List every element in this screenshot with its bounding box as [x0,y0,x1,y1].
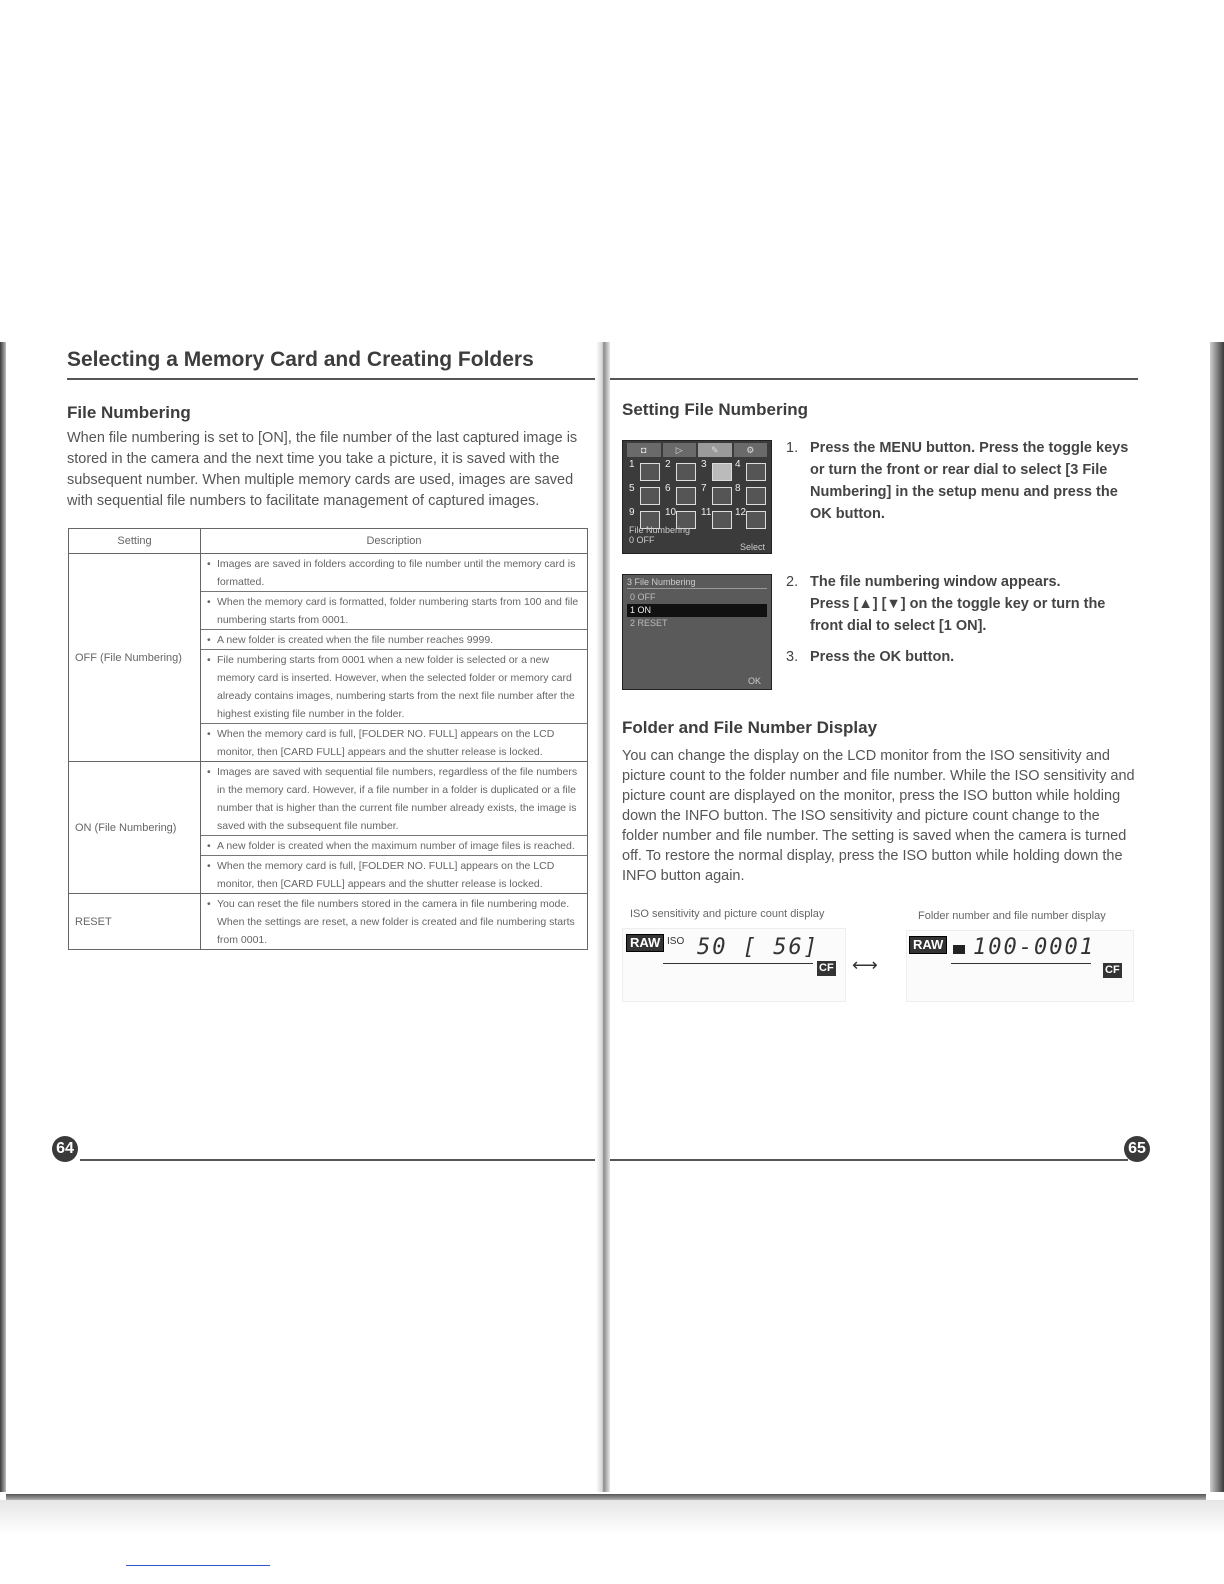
description-bullet: • When the memory card is full, [FOLDER NO. FULL] appears on the LCD monitor, then [CARD FULL] appears and the shutter release is locked. [207,860,555,890]
lcd-underline [951,963,1091,964]
section-heading-file-numbering: File Numbering [67,403,191,422]
softkey-ok: OK [747,676,761,686]
title-rule [67,378,595,380]
raw-indicator: RAW [626,934,664,952]
raw-indicator: RAW [909,936,947,954]
folder-icon [953,945,965,954]
section-heading-folder-display: Folder and File Number Display [622,718,878,737]
description-bullet: • A new folder is created when the file number reaches 9999. [201,630,587,650]
menu-cell: 9 [629,507,665,531]
description-bullet: • You can reset the file numbers stored in the camera in file numbering mode. When the settings are reset, a new folder is created and file numbering starts from 0001. [207,898,575,946]
menu-cell: 5 [629,483,665,507]
book-edge-right [1210,342,1224,1492]
screen-caption: File Numbering [629,525,691,535]
table-header-description: Description [201,529,588,554]
setup-menu-screen [622,440,772,554]
table-row [69,894,588,950]
description-bullet: • When the memory card is formatted, folder numbering starts from 100 and file numbering starts from 0001. [201,592,587,630]
setting-cell: ON (File Numbering) [69,762,201,894]
screen-title: 3 File Numbering [627,577,767,589]
folder-lcd-display [906,930,1134,1002]
table-row [69,554,588,762]
option-on-selected: 1 ON [627,604,767,617]
description-bullet: • A new folder is created when the maximum number of image files is reached. [201,836,587,856]
custom-icon: ⚙ [734,443,768,457]
softkey-select: Select [739,542,765,552]
step-1: 1. Press the MENU button. Press the toggle keys or turn the front or rear dial to select [3 File Numbering] in the setup menu and press the OK button. [786,440,1129,522]
setting-cell: OFF (File Numbering) [69,554,201,762]
menu-cell: 11 [701,507,737,531]
book-gutter [596,342,610,1492]
footer-rule-left [80,1159,595,1161]
setting-cell: RESET [69,894,201,950]
step-3: 3. Press the OK button. [786,649,955,665]
play-icon: ▷ [663,443,697,457]
cf-card-icon: CF [1105,964,1120,976]
description-cell [201,554,588,762]
menu-cell: 8 [735,483,771,507]
iso-count-readout: 50 [ 56] [697,935,819,960]
menu-cell: 2 [665,459,701,483]
description-bullet: • Images are saved with sequential file numbers, regardless of the file numbers in the memory card. However, if a file number in a folder is duplicated or a file number that is higher than the current file number already exists, the image is saved with the subsequent file number. [201,762,587,836]
file-numbering-table [68,528,588,950]
title-rule-right [610,378,1138,380]
setup-icon: ✎ [698,443,732,457]
scan-rule [126,1565,270,1566]
toggle-arrow-icon: ⟷ [852,955,878,975]
description-cell [201,762,588,894]
description-cell [201,894,588,950]
lcd-underline [663,963,813,964]
intro-paragraph: When file numbering is set to [ON], the file number of the last captured image is stored in the camera and the next time you take a picture, it is saved with the subsequent number. When multiple memory cards are used, images are saved with sequential file numbers to facilitate management of captured images. [67,430,578,509]
menu-cell: 10 [665,507,701,531]
option-reset: 2 RESET [630,618,668,628]
menu-cell: 1 [629,459,665,483]
description-bullet: • When the memory card is full, [FOLDER NO. FULL] appears on the LCD monitor, then [CARD FULL] appears and the shutter release is locked. [207,728,555,758]
page-number-right: 65 [1124,1136,1150,1162]
camera-icon: ◘ [627,443,661,457]
iso-label: ISO [667,936,685,947]
menu-cell: 7 [701,483,737,507]
page-title: Selecting a Memory Card and Creating Folders [67,348,534,371]
book-edge-left [0,342,6,1492]
footer-rule-right [610,1159,1128,1161]
page-number-left: 64 [52,1136,78,1162]
menu-cell: 4 [735,459,771,483]
description-bullet: • Images are saved in folders according to file number until the memory card is formatted. [201,554,587,592]
step-2: 2. The file numbering window appears. Press [▲] [▼] on the toggle key or turn the front dial to select [1 ON]. [786,574,1106,634]
cf-card-icon: CF [819,962,834,974]
table-header-setting: Setting [69,529,201,554]
table-row [69,762,588,894]
menu-tabs [627,443,767,457]
section-heading-setting-file-numbering: Setting File Numbering [622,400,809,419]
description-bullet: • File numbering starts from 0001 when a new folder is selected or a new memory card is inserted. However, when the selected folder or memory card already contains images, numbering starts from the next file number after the highest existing file number in the folder. [201,650,587,724]
option-off: 0 OFF [630,592,656,602]
menu-cell-selected: 3 [701,459,737,483]
screen-value: 0 OFF [629,535,655,545]
menu-cell: 6 [665,483,701,507]
folder-file-readout: 100-0001 [973,935,1095,960]
iso-lcd-display [622,928,846,1002]
iso-display-caption: ISO sensitivity and picture count display [630,908,825,920]
folder-display-paragraph: You can change the display on the LCD monitor from the ISO sensitivity and picture count to the folder number and file number. While the ISO sensitivity and picture count are displayed on the monitor, press the ISO button while holding down the INFO button. The ISO sensitivity and picture count change to the folder number and file number. The setting is saved when the camera is turned off. To restore the normal display, press the ISO button while holding down the INFO button again. [622,748,1135,884]
folder-display-caption: Folder number and file number display [918,910,1106,922]
page-shadow [0,1500,1224,1534]
file-numbering-screen [622,574,772,690]
menu-cell: 12 [735,507,771,531]
